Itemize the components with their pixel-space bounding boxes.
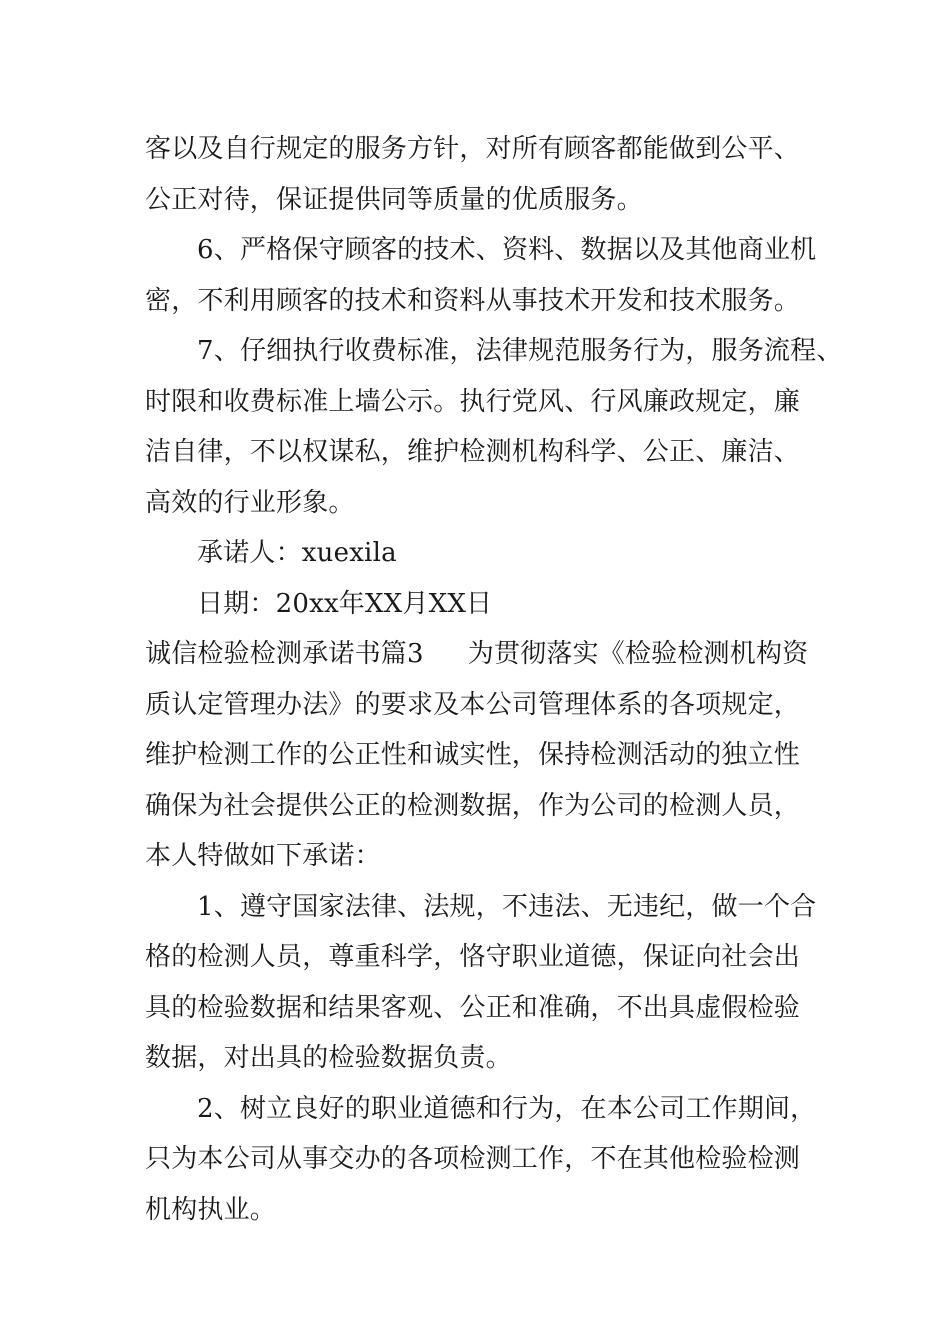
text-line: 机构执业。 — [145, 1194, 277, 1225]
text-line: 6、严格保守顾客的技术、资料、数据以及其他商业机 — [197, 235, 817, 265]
date-line — [145, 579, 810, 630]
item-7-paragraph — [145, 326, 843, 528]
text-line: 数据，对出具的检验数据负责。 — [145, 1043, 512, 1073]
document-body — [145, 124, 843, 1235]
intro-paragraph — [145, 124, 810, 225]
text-line: 密，不利用顾客的技术和资料从事技术开发和技术服务。 — [145, 285, 801, 316]
text-line: 客以及自行规定的服务方针，对所有顾客都能做到公平、 — [145, 134, 801, 164]
text-line: 高效的行业形象。 — [145, 487, 355, 518]
date-text: 日期：20xx年XX月XX日 — [197, 588, 493, 619]
text-line: 质认定管理办法》的要求及本公司管理体系的各项规定， — [145, 689, 801, 720]
text-line: 1、遵守国家法律、法规，不违法、无违纪，做一个合 — [197, 891, 817, 922]
section-3-heading: 诚信检验检测承诺书篇3 — [145, 639, 424, 669]
text-line: 时限和收费标准上墙公示。执行党风、行风廉政规定，廉 — [145, 386, 801, 417]
text-line: 确保为社会提供公正的检测数据，作为公司的检测人员， — [145, 790, 801, 821]
text-line: 公正对待，保证提供同等质量的优质服务。 — [145, 184, 643, 215]
text-line: 具的检验数据和结果客观、公正和准确，不出具虚假检验 — [145, 992, 801, 1023]
section-3-lead-text: 为贯彻落实《检验检测机构资 — [467, 639, 809, 669]
signer-text: 承诺人：xuexila — [197, 538, 397, 568]
text-line: 2、树立良好的职业道德和行为，在本公司工作期间， — [197, 1093, 817, 1124]
signer-line — [145, 528, 810, 579]
item-6-paragraph — [145, 225, 817, 326]
section-3-first-line — [145, 629, 810, 680]
text-line: 格的检测人员，尊重科学，恪守职业道德，保证向社会出 — [145, 942, 801, 972]
text-line: 本人特做如下承诺： — [145, 841, 381, 871]
text-line: 只为本公司从事交办的各项检测工作，不在其他检验检测 — [145, 1144, 801, 1174]
pledge-2-paragraph — [145, 1084, 817, 1236]
text-line: 7、仔细执行收费标准，法律规范服务行为，服务流程、 — [197, 336, 843, 366]
text-line: 洁自律，不以权谋私，维护检测机构科学、公正、廉洁、 — [145, 437, 801, 467]
pledge-1-paragraph — [145, 882, 817, 1084]
text-line: 维护检测工作的公正性和诚实性，保持检测活动的独立性 — [145, 740, 801, 770]
section-3-paragraph — [145, 629, 810, 882]
